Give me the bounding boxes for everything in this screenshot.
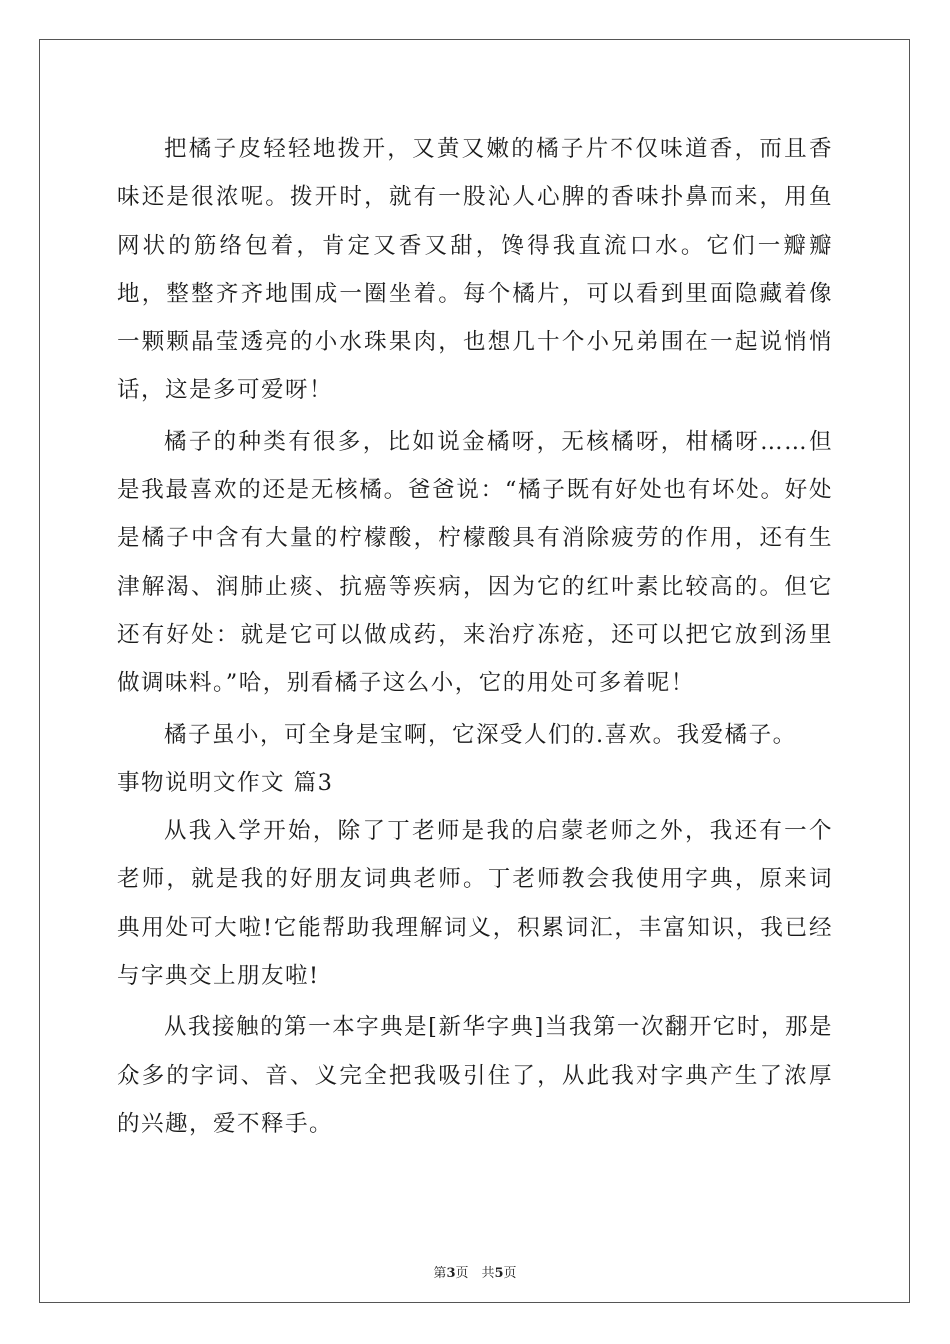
paragraph-orange-peeling: 把橘子皮轻轻地拨开，又黄又嫩的橘子片不仅味道香，而且香味还是很浓呢。拨开时，就有一股沁人心脾的香味扑鼻而来，用鱼网状的筋络包着，肯定又香又甜，馋得我直流口水。它们一瓣瓣地，整整齐齐地围成一圈坐着。每个橘片，可以看到里面隐藏着像一颗颗晶莹透亮的小水珠果肉，也想几十个小兄弟围在一起说悄悄话，这是多可爱呀！ (117, 136, 833, 404)
footer-suffix: 页 (503, 1266, 517, 1281)
footer-middle: 页 共 (455, 1266, 495, 1281)
section-heading: 事物说明文作文 篇3 (117, 769, 334, 796)
paragraph-orange-conclusion: 橘子虽小，可全身是宝啊，它深受人们的.喜欢。我爱橘子。 (164, 721, 797, 748)
page-footer (0, 1262, 950, 1281)
document-body (117, 125, 833, 1148)
footer-prefix: 第 (433, 1266, 447, 1281)
footer-total-pages: 5 (494, 1266, 504, 1281)
paragraph-orange-varieties: 橘子的种类有很多，比如说金橘呀，无核橘呀，柑橘呀……但是我最喜欢的还是无核橘。爸爸说：“橘子既有好处也有坏处。好处是橘子中含有大量的柠檬酸，柠檬酸具有消除疲劳的作用，还有生津解渴、润肺止痰、抗癌等疾病，因为它的红叶素比较高的。但它还有好处：就是它可以做成药，来治疗冻疮，还可以把它放到汤里做调味料。”哈，别看橘子这么小，它的用处可多着呢！ (117, 428, 833, 697)
paragraph-first-dictionary: 从我接触的第一本字典是[新华字典]当我第一次翻开它时，那是众多的字词、音、义完全把我吸引住了，从此我对字典产生了浓厚的兴趣，爱不释手。 (117, 1014, 833, 1137)
footer-current-page: 3 (446, 1266, 456, 1281)
paragraph-dictionary-teacher: 从我入学开始，除了丁老师是我的启蒙老师之外，我还有一个老师，就是我的好朋友词典老师。丁老师教会我使用字典，原来词典用处可大啦!它能帮助我理解词义，积累词汇，丰富知识，我已经与字典交上朋友啦! (117, 818, 833, 990)
